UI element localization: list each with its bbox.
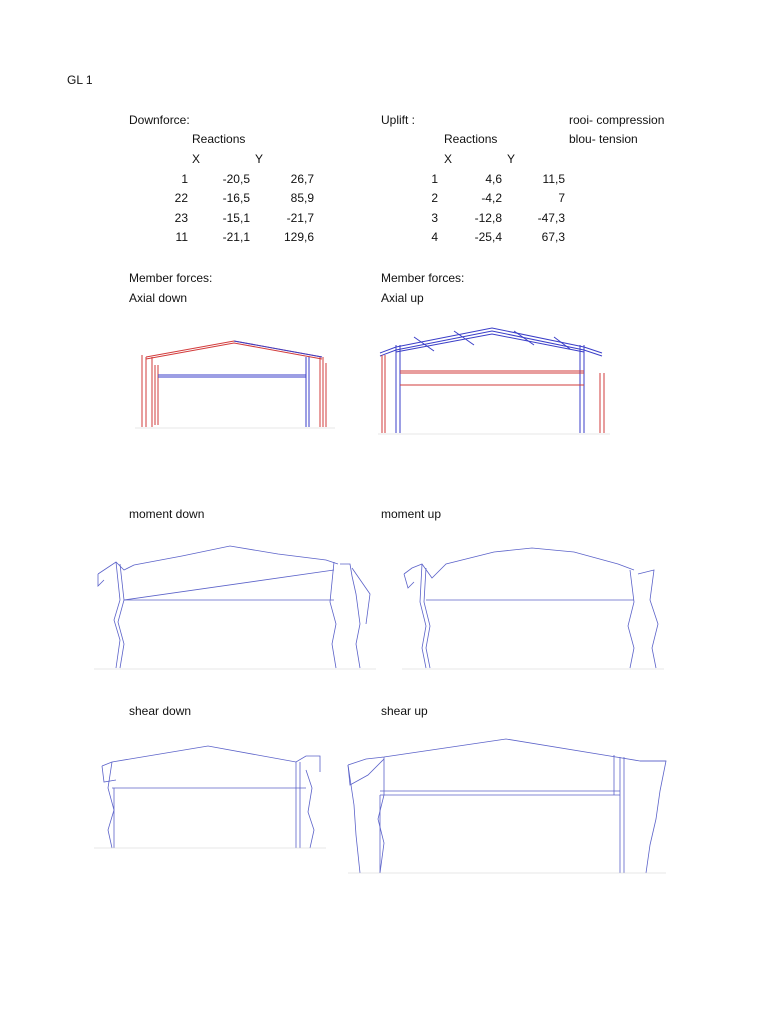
shear-down-diagram bbox=[90, 740, 330, 852]
moment-down-diagram bbox=[90, 540, 380, 680]
downforce-node: 23 bbox=[174, 211, 188, 225]
uplift-node: 1 bbox=[431, 172, 438, 186]
axial-down-label: Axial down bbox=[129, 291, 188, 305]
axial-up-diagram bbox=[374, 325, 614, 440]
shear-up-diagram bbox=[344, 735, 670, 880]
shear-up-label: shear up bbox=[381, 704, 428, 718]
downforce-x: -21,1 bbox=[222, 230, 250, 244]
uplift-x: -12,8 bbox=[474, 211, 502, 225]
legend-tension: blou- tension bbox=[569, 132, 638, 146]
uplift-node: 3 bbox=[431, 211, 438, 225]
uplift-col-y: Y bbox=[507, 152, 516, 166]
downforce-node: 22 bbox=[174, 191, 188, 205]
moment-up-label: moment up bbox=[381, 507, 442, 521]
sheet-title: GL 1 bbox=[67, 73, 93, 87]
uplift-y: 11,5 bbox=[542, 172, 565, 186]
uplift-y: 7 bbox=[558, 191, 565, 205]
uplift-x: -25,4 bbox=[474, 230, 502, 244]
downforce-y: 129,6 bbox=[283, 230, 314, 244]
downforce-node: 11 bbox=[175, 230, 188, 244]
moment-up-diagram bbox=[398, 540, 668, 680]
downforce-y: 85,9 bbox=[290, 191, 314, 205]
downforce-x: -20,5 bbox=[222, 172, 250, 186]
member-forces-label-left: Member forces: bbox=[129, 271, 213, 285]
uplift-node: 2 bbox=[431, 191, 438, 205]
downforce-heading: Downforce: bbox=[129, 113, 190, 127]
uplift-heading: Uplift : bbox=[381, 113, 416, 127]
uplift-reactions-label: Reactions bbox=[444, 132, 498, 146]
downforce-y: -21,7 bbox=[286, 211, 314, 225]
uplift-x: -4,2 bbox=[481, 191, 502, 205]
downforce-node: 1 bbox=[181, 172, 188, 186]
uplift-y: -47,3 bbox=[537, 211, 565, 225]
member-forces-label-right: Member forces: bbox=[381, 271, 465, 285]
downforce-reactions-label: Reactions bbox=[192, 132, 246, 146]
downforce-col-y: Y bbox=[255, 152, 264, 166]
uplift-col-x: X bbox=[444, 152, 453, 166]
downforce-x: -16,5 bbox=[222, 191, 250, 205]
downforce-x: -15,1 bbox=[222, 211, 250, 225]
axial-up-label: Axial up bbox=[381, 291, 424, 305]
uplift-node: 4 bbox=[431, 230, 438, 244]
axial-down-diagram bbox=[130, 335, 340, 437]
downforce-col-x: X bbox=[192, 152, 201, 166]
shear-down-label: shear down bbox=[129, 704, 192, 718]
legend-compression: rooi- compression bbox=[569, 113, 665, 127]
downforce-y: 26,7 bbox=[290, 172, 314, 186]
moment-down-label: moment down bbox=[129, 507, 205, 521]
uplift-y: 67,3 bbox=[541, 230, 565, 244]
uplift-x: 4,6 bbox=[485, 172, 502, 186]
